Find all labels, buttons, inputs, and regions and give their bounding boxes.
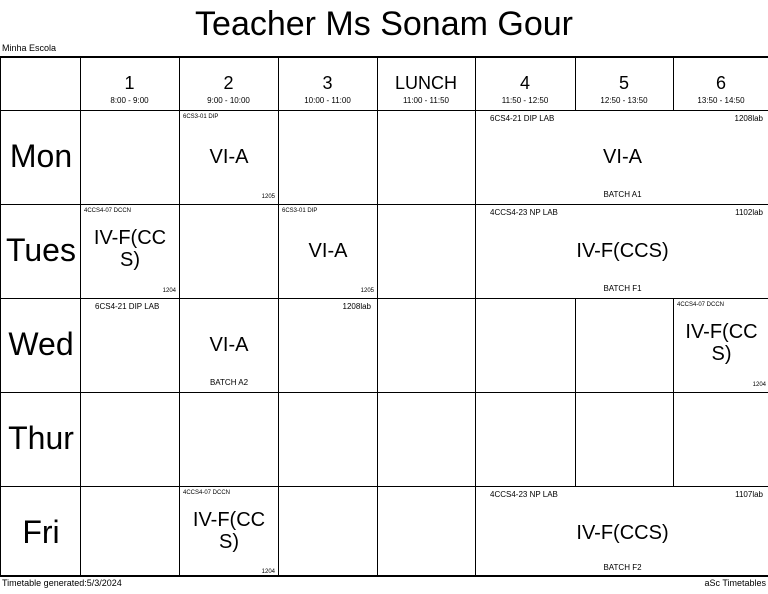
school-name: Minha Escola — [2, 43, 57, 53]
lesson-card[interactable] — [674, 299, 768, 392]
lesson-class: VI-A — [209, 334, 249, 356]
day-label-thur: Thur — [8, 420, 74, 456]
grid-line — [377, 58, 378, 575]
period-label: 5 — [618, 73, 629, 93]
lesson-class-line: S) — [711, 343, 732, 365]
day-label-wed: Wed — [8, 326, 74, 362]
lesson-card[interactable] — [180, 487, 278, 579]
period-header-2 — [179, 58, 278, 110]
lesson-class: VI-A — [308, 240, 348, 262]
lesson-batch: BATCH A2 — [209, 378, 249, 387]
timetable-grid — [0, 56, 768, 577]
lesson-room: 1204 — [162, 288, 176, 294]
grid-line — [575, 392, 576, 486]
period-time: 10:00 - 11:00 — [304, 96, 351, 105]
period-time: 12:50 - 13:50 — [600, 96, 648, 105]
period-time: 11:00 - 11:50 — [403, 96, 449, 105]
lesson-room: 1204 — [752, 382, 766, 388]
period-label: 4 — [519, 73, 530, 93]
lesson-card[interactable] — [81, 299, 377, 392]
lesson-subject: 4CCS4-23 NP LAB — [490, 490, 558, 499]
lesson-card[interactable] — [279, 205, 377, 298]
period-label: 3 — [322, 73, 333, 93]
period-label: 1 — [124, 73, 135, 93]
lesson-subject: 4CCS4-23 NP LAB — [490, 208, 558, 217]
page-title: Teacher Ms Sonam Gour — [195, 5, 573, 43]
period-time: 11:50 - 12:50 — [501, 96, 549, 105]
period-header-1 — [80, 58, 179, 110]
period-time: 9:00 - 10:00 — [207, 96, 250, 105]
day-label-mon: Mon — [9, 138, 73, 174]
lesson-card[interactable] — [476, 111, 768, 204]
day-label-fri: Fri — [22, 514, 60, 550]
lesson-class-line: S) — [219, 531, 239, 553]
lesson-room: 1107lab — [735, 490, 763, 499]
lesson-subject: 4CCS4-07 DCCN — [84, 208, 132, 214]
grid-line — [575, 298, 576, 392]
lesson-batch: BATCH A1 — [603, 190, 642, 199]
lesson-subject: 4CCS4-07 DCCN — [677, 302, 725, 308]
lesson-class-line: IV-F(CC — [192, 509, 266, 531]
period-header-lunch — [377, 58, 475, 110]
app-brand: aSc Timetables — [704, 578, 766, 588]
period-header-3 — [278, 58, 377, 110]
period-header-4 — [475, 58, 575, 110]
period-header-6 — [673, 58, 768, 110]
lesson-card[interactable] — [476, 487, 768, 577]
lesson-room: 1102lab — [735, 208, 763, 217]
lesson-subject: 4CCS4-07 DCCN — [183, 490, 231, 496]
lesson-card[interactable] — [476, 205, 768, 298]
lesson-subject: 6CS4-21 DIP LAB — [95, 302, 160, 311]
lesson-subject: 6CS3-01 DIP — [183, 114, 219, 120]
period-time: 13:50 - 14:50 — [697, 96, 745, 105]
day-label-tues: Tues — [6, 232, 76, 268]
lesson-class: IV-F(CCS) — [576, 522, 669, 544]
lesson-card[interactable] — [81, 205, 179, 298]
lesson-class-line: S) — [120, 249, 140, 271]
period-label: LUNCH — [394, 73, 457, 93]
grid-line — [1, 392, 768, 393]
lesson-room: 1205 — [261, 194, 275, 200]
period-label: 2 — [223, 73, 234, 93]
lesson-room: 1208lab — [734, 114, 763, 123]
lesson-class: VI-A — [209, 146, 249, 168]
lesson-batch: BATCH F1 — [603, 284, 642, 293]
lesson-room: 1208lab — [342, 302, 371, 311]
lesson-class: VI-A — [603, 146, 642, 168]
lesson-class: IV-F(CCS) — [576, 240, 669, 262]
period-label: 6 — [715, 73, 726, 93]
lesson-class-line: IV-F(CC — [93, 227, 167, 249]
period-time: 8:00 - 9:00 — [110, 96, 149, 105]
period-header-5 — [575, 58, 673, 110]
lesson-batch: BATCH F2 — [603, 563, 642, 572]
lesson-card[interactable] — [180, 111, 278, 204]
lesson-room: 1204 — [261, 569, 275, 575]
lesson-subject: 6CS3-01 DIP — [282, 208, 318, 214]
generated-date: Timetable generated:5/3/2024 — [2, 578, 122, 588]
lesson-room: 1205 — [360, 288, 374, 294]
lesson-subject: 6CS4-21 DIP LAB — [490, 114, 555, 123]
lesson-class-line: IV-F(CC — [685, 321, 758, 343]
